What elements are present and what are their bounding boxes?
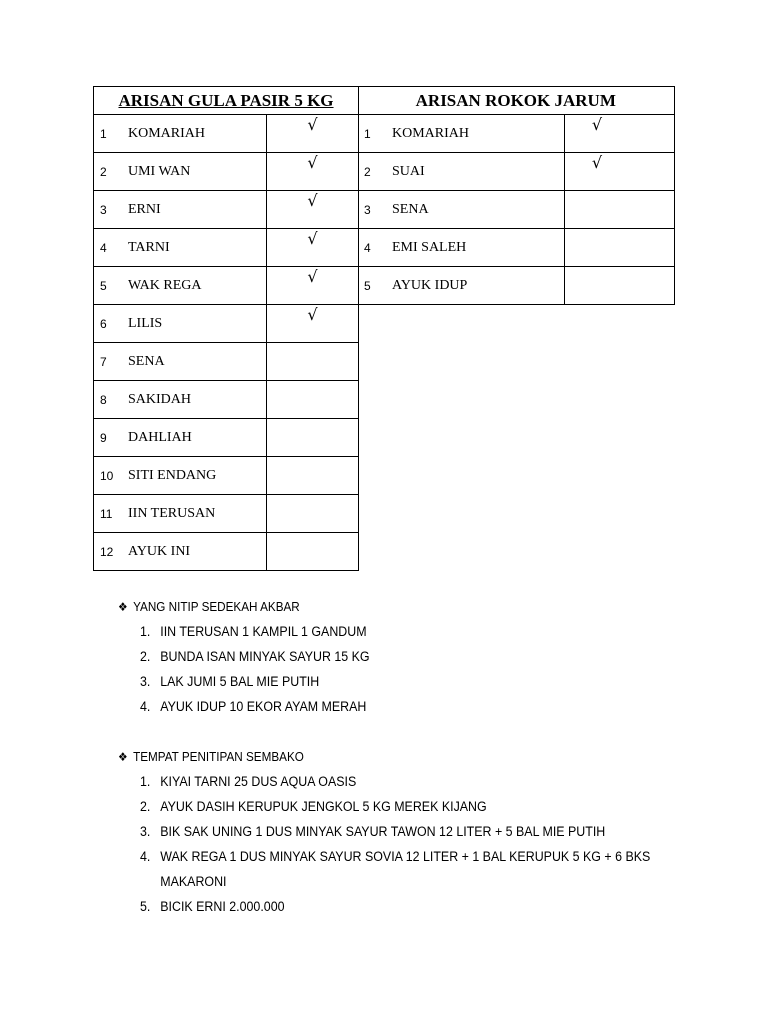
table-row — [94, 343, 359, 381]
row-number: 9 — [100, 430, 107, 445]
row-number: 10 — [100, 468, 114, 483]
list-item — [140, 819, 650, 844]
table-row — [94, 229, 359, 267]
member-name: KOMARIAH — [128, 125, 205, 141]
diamond-bullet-icon: ❖ — [118, 750, 128, 764]
member-name: KOMARIAH — [392, 125, 469, 141]
list-item — [140, 894, 650, 919]
item-text: AYUK IDUP 10 EKOR AYAM MERAH — [160, 699, 367, 714]
arisan-rokok-table — [358, 86, 675, 305]
section-title: YANG NITIP SEDEKAH AKBAR — [133, 599, 300, 614]
row-number: 12 — [100, 544, 114, 559]
arisan-rokok-title: ARISAN ROKOK JARUM — [358, 87, 674, 115]
row-number: 2 — [364, 164, 371, 179]
checkmark-icon: √ — [307, 191, 318, 210]
table-row — [94, 267, 359, 305]
table-row — [94, 115, 359, 153]
list-item — [140, 769, 650, 794]
member-name: SAKIDAH — [128, 391, 191, 407]
item-number: 5. — [140, 899, 151, 914]
member-name: IIN TERUSAN — [128, 505, 216, 521]
table-row — [94, 495, 359, 533]
member-name: SENA — [128, 353, 165, 369]
checkmark-icon: √ — [307, 153, 318, 172]
row-number: 3 — [364, 202, 371, 217]
member-name: DAHLIAH — [128, 429, 192, 445]
row-number: 8 — [100, 392, 107, 407]
list-item-continuation — [140, 869, 650, 894]
list-item — [140, 844, 650, 869]
diamond-bullet-icon: ❖ — [118, 600, 128, 614]
member-name: AYUK IDUP — [392, 277, 468, 293]
item-text: MAKARONI — [160, 874, 227, 889]
table-row — [94, 153, 359, 191]
list-item — [140, 694, 370, 719]
item-number: 1. — [140, 774, 151, 789]
table-row — [94, 419, 359, 457]
table-row — [358, 191, 674, 229]
item-text: KIYAI TARNI 25 DUS AQUA OASIS — [160, 774, 357, 789]
section-penitipan-sembako-heading — [118, 749, 304, 764]
item-text: IIN TERUSAN 1 KAMPIL 1 GANDUM — [160, 624, 367, 639]
item-text: AYUK DASIH KERUPUK JENGKOL 5 KG MEREK KIJANG — [160, 799, 487, 814]
penitipan-sembako-list — [140, 769, 695, 919]
table-row — [358, 229, 674, 267]
table-row — [94, 457, 359, 495]
item-number: 2. — [140, 799, 151, 814]
member-name: SENA — [392, 201, 429, 217]
table-row — [358, 115, 674, 153]
list-item — [140, 794, 650, 819]
row-number: 4 — [364, 240, 371, 255]
section-title: TEMPAT PENITIPAN SEMBAKO — [133, 749, 304, 764]
item-number: 2. — [140, 649, 151, 664]
checkmark-icon: √ — [307, 305, 318, 324]
member-name: SITI ENDANG — [128, 467, 217, 483]
item-text: BIK SAK UNING 1 DUS MINYAK SAYUR TAWON 12 LITER + 5 BAL MIE PUTIH — [160, 824, 606, 839]
checkmark-icon: √ — [591, 153, 603, 172]
table-row — [94, 305, 359, 343]
checkmark-icon: √ — [307, 267, 318, 286]
item-text: LAK JUMI 5 BAL MIE PUTIH — [160, 674, 320, 689]
member-name: SUAI — [392, 163, 425, 179]
row-number: 3 — [100, 202, 107, 217]
row-number: 7 — [100, 354, 107, 369]
table-row — [358, 153, 674, 191]
item-number: 1. — [140, 624, 151, 639]
row-number: 5 — [100, 278, 107, 293]
checkmark-icon: √ — [591, 115, 603, 134]
table-row — [94, 381, 359, 419]
arisan-gula-title: ARISAN GULA PASIR 5 KG — [94, 87, 359, 115]
item-number: 3. — [140, 674, 151, 689]
member-name: UMI WAN — [128, 163, 191, 179]
row-number: 11 — [100, 506, 113, 521]
row-number: 5 — [364, 278, 371, 293]
section-sedekah-akbar-heading — [118, 599, 300, 614]
row-number: 4 — [100, 240, 107, 255]
table-row — [358, 267, 674, 305]
row-number: 6 — [100, 316, 107, 331]
row-number: 1 — [364, 126, 371, 141]
row-number: 2 — [100, 164, 107, 179]
item-text: WAK REGA 1 DUS MINYAK SAYUR SOVIA 12 LITER + 1 BAL KERUPUK 5 KG + 6 BKS — [160, 849, 651, 864]
item-text: BUNDA ISAN MINYAK SAYUR 15 KG — [160, 649, 370, 664]
member-name: TARNI — [128, 239, 170, 255]
member-name: ERNI — [128, 201, 161, 217]
sedekah-akbar-list — [140, 619, 390, 719]
item-number: 4. — [140, 699, 151, 714]
member-name: AYUK INI — [128, 543, 191, 559]
list-item — [140, 669, 370, 694]
checkmark-icon: √ — [307, 115, 318, 134]
member-name: LILIS — [128, 315, 163, 331]
list-item — [140, 644, 370, 669]
item-number: 3. — [140, 824, 151, 839]
member-name: WAK REGA — [128, 277, 202, 293]
list-item — [140, 619, 370, 644]
table-row — [94, 533, 359, 571]
row-number: 1 — [100, 126, 107, 141]
item-text: BICIK ERNI 2.000.000 — [160, 899, 285, 914]
table-row — [94, 191, 359, 229]
arisan-gula-table — [93, 86, 359, 571]
checkmark-icon: √ — [307, 229, 318, 248]
item-number: 4. — [140, 849, 151, 864]
member-name: EMI SALEH — [392, 239, 467, 255]
